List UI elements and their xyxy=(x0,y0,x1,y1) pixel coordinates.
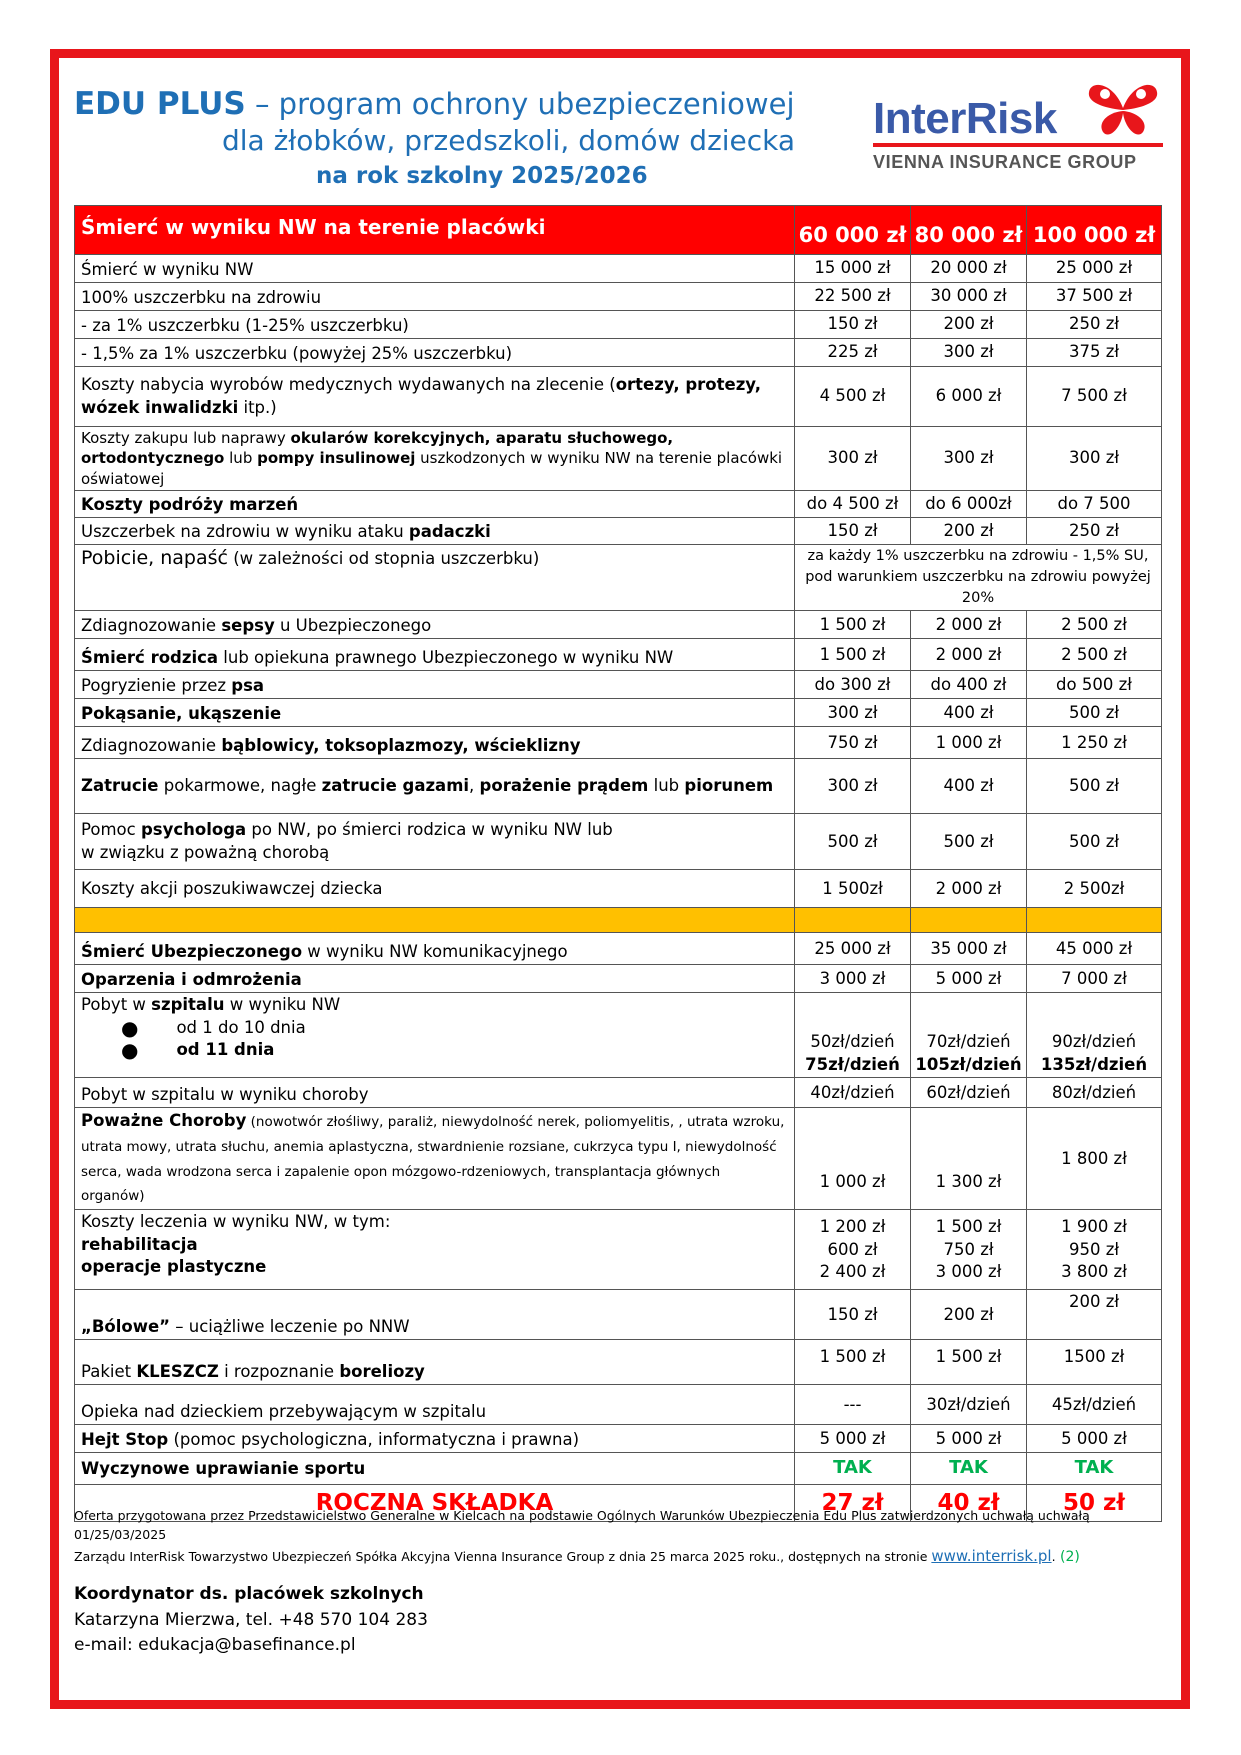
table-row xyxy=(75,727,1162,759)
row-value: 1 500 zł xyxy=(795,1340,911,1385)
row-label: Oparzenia i odmrożenia xyxy=(75,965,795,993)
row-value: 1 800 zł xyxy=(1027,1108,1162,1210)
row-value: 1 500zł xyxy=(795,870,911,908)
row-value: 1 900 zł 950 zł 3 800 zł xyxy=(1027,1210,1162,1290)
row-label: Koszty leczenia w wyniku NW, w tym: rehabilitacja operacje plastyczne xyxy=(75,1210,795,1290)
row-value: 30zł/dzień xyxy=(911,1385,1027,1425)
footnote xyxy=(74,1506,1174,1568)
row-value: 7 500 zł xyxy=(1027,367,1162,427)
row-value: 20 000 zł xyxy=(911,255,1027,283)
row-value: 1 000 zł xyxy=(911,727,1027,759)
page-title xyxy=(74,86,795,122)
row-value: 300 zł xyxy=(911,339,1027,367)
row-label: Pomoc psychologa po NW, po śmierci rodzica w wyniku NW lub w związku z poważną chorobą xyxy=(75,814,795,870)
row-value: 250 zł xyxy=(1027,518,1162,545)
row-value: 3 000 zł xyxy=(795,965,911,993)
row-value: 40zł/dzień xyxy=(795,1078,911,1108)
footnote-line-1: Oferta przygotowana przez Przedstawicielstwo Generalne w Kielcach na podstawie Ogólnych Warunków Ubezpieczenia Edu Plus zatwierdzonych uchwałą uchwałą 01/25/03/2025 xyxy=(74,1508,1090,1543)
row-label: - 1,5% za 1% uszczerbku (powyżej 25% uszczerbku) xyxy=(75,339,795,367)
table-row xyxy=(75,545,1162,611)
table-row xyxy=(75,639,1162,671)
row-value: 200 zł xyxy=(1027,1290,1162,1340)
row-value: 4 500 zł xyxy=(795,367,911,427)
coordinator-email: e-mail: edukacja@basefinance.pl xyxy=(74,1635,356,1655)
row-value: 1 500 zł 750 zł 3 000 zł xyxy=(911,1210,1027,1290)
footnote-line-2: Zarządu InterRisk Towarzystwo Ubezpieczeń Spółka Akcyjna Vienna Insurance Group z dnia 25 marca 2025 roku., dostępnych na stronie www.interrisk.pl. (2) xyxy=(74,1546,1080,1565)
row-value: 80zł/dzień xyxy=(1027,1078,1162,1108)
row-value: 7 000 zł xyxy=(1027,965,1162,993)
interrisk-logo xyxy=(873,78,1165,178)
row-value: 300 zł xyxy=(795,759,911,814)
row-value: 15 000 zł xyxy=(795,255,911,283)
table-row xyxy=(75,933,1162,965)
row-value: 70zł/dzień 105zł/dzień xyxy=(911,993,1027,1078)
interrisk-link[interactable]: www.interrisk.pl xyxy=(931,1546,1052,1565)
row-value: 50zł/dzień 75zł/dzień xyxy=(795,993,911,1078)
row-value: do 6 000zł xyxy=(911,491,1027,518)
coordinator-info xyxy=(74,1582,428,1659)
table-row xyxy=(75,1385,1162,1425)
row-value: 1 250 zł xyxy=(1027,727,1162,759)
premium-label: ROCZNA SKŁADKA xyxy=(75,1485,795,1522)
coverage-table xyxy=(74,205,1162,1522)
table-row xyxy=(75,611,1162,639)
row-value: 37 500 zł xyxy=(1027,283,1162,311)
row-label: Śmierć Ubezpieczonego w wyniku NW komunikacyjnego xyxy=(75,933,795,965)
table-row xyxy=(75,311,1162,339)
row-label: Wyczynowe uprawianie sportu xyxy=(75,1453,795,1485)
row-value: 2 000 zł xyxy=(911,870,1027,908)
logo-subtitle: VIENNA INSURANCE GROUP xyxy=(873,152,1137,172)
title-line-1: – program ochrony ubezpieczeniowej xyxy=(245,87,795,121)
row-value: 150 zł xyxy=(795,518,911,545)
row-value: 500 zł xyxy=(1027,699,1162,727)
table-row xyxy=(75,518,1162,545)
row-label: „Bólowe” – uciążliwe leczenie po NNW xyxy=(75,1290,795,1340)
table-row xyxy=(75,1210,1162,1290)
row-label: Poważne Choroby (nowotwór złośliwy, paraliż, niewydolność nerek, poliomyelitis, , utrata wzroku, utrata mowy, utrata słuchu, anemia aplastyczna, stwardnienie rozsiane, cukrzyca typu I, niewydolność serca, wada wrodzona serca i zapalenie opon mózgowo-rdzeniowych, transplantacja głównych organów) xyxy=(75,1108,795,1210)
header-col-100000: 100 000 zł xyxy=(1027,206,1162,255)
header-col-80000: 80 000 zł xyxy=(911,206,1027,255)
table-row xyxy=(75,367,1162,427)
table-row xyxy=(75,993,1162,1078)
row-label: Zdiagnozowanie bąblowicy, toksoplazmozy, wścieklizny xyxy=(75,727,795,759)
table-row xyxy=(75,965,1162,993)
row-label: Pokąsanie, ukąszenie xyxy=(75,699,795,727)
row-value: do 4 500 zł xyxy=(795,491,911,518)
row-value: 750 zł xyxy=(795,727,911,759)
list-item: ● od 1 do 10 dnia xyxy=(121,1015,306,1040)
row-value: 300 zł xyxy=(1027,427,1162,491)
row-value: 2 000 zł xyxy=(911,611,1027,639)
row-label: Koszty nabycia wyrobów medycznych wydawanych na zlecenie (ortezy, protezy, wózek inwalidzki itp.) xyxy=(75,367,795,427)
row-label: Pobicie, napaść (w zależności od stopnia uszczerbku) xyxy=(75,545,795,611)
table-row xyxy=(75,339,1162,367)
table-row xyxy=(75,1290,1162,1340)
row-value: 2 500zł xyxy=(1027,870,1162,908)
premium-value: 50 zł xyxy=(1027,1485,1162,1522)
row-value: 45zł/dzień xyxy=(1027,1385,1162,1425)
school-year: na rok szkolny 2025/2026 xyxy=(316,163,648,189)
row-value: 1 000 zł xyxy=(795,1108,911,1210)
row-label: Opieka nad dzieckiem przebywającym w szpitalu xyxy=(75,1385,795,1425)
row-value: 200 zł xyxy=(911,1290,1027,1340)
row-value: 60zł/dzień xyxy=(911,1078,1027,1108)
table-row xyxy=(75,1453,1162,1485)
row-value: 6 000 zł xyxy=(911,367,1027,427)
row-label: Zatrucie pokarmowe, nagłe zatrucie gazami, porażenie prądem lub piorunem xyxy=(75,759,795,814)
header-col-60000: 60 000 zł xyxy=(795,206,911,255)
premium-value: 27 zł xyxy=(795,1485,911,1522)
row-value: 2 000 zł xyxy=(911,639,1027,671)
row-label: Hejt Stop (pomoc psychologiczna, informatyczna i prawna) xyxy=(75,1425,795,1453)
row-value: 200 zł xyxy=(911,518,1027,545)
table-row xyxy=(75,671,1162,699)
row-value: --- xyxy=(795,1385,911,1425)
row-value: 90zł/dzień 135zł/dzień xyxy=(1027,993,1162,1078)
butterfly-icon xyxy=(1083,78,1163,140)
row-value: 22 500 zł xyxy=(795,283,911,311)
row-value: 5 000 zł xyxy=(1027,1425,1162,1453)
row-label: - za 1% uszczerbku (1-25% uszczerbku) xyxy=(75,311,795,339)
row-label: Pakiet KLESZCZ i rozpoznanie boreliozy xyxy=(75,1340,795,1385)
row-value: 25 000 zł xyxy=(795,933,911,965)
table-row xyxy=(75,814,1162,870)
table-row xyxy=(75,283,1162,311)
row-value: 150 zł xyxy=(795,311,911,339)
row-label: Uszczerbek na zdrowiu w wyniku ataku padaczki xyxy=(75,518,795,545)
row-value: TAK xyxy=(911,1453,1027,1485)
row-value: do 7 500 xyxy=(1027,491,1162,518)
row-value: do 300 zł xyxy=(795,671,911,699)
row-label: Zdiagnozowanie sepsy u Ubezpieczonego xyxy=(75,611,795,639)
table-row xyxy=(75,1108,1162,1210)
row-value: 2 500 zł xyxy=(1027,611,1162,639)
header-label: Śmierć w wyniku NW na terenie placówki xyxy=(75,206,795,255)
row-value: 400 zł xyxy=(911,699,1027,727)
row-value: 5 000 zł xyxy=(911,965,1027,993)
table-row xyxy=(75,870,1162,908)
row-value: 1500 zł xyxy=(1027,1340,1162,1385)
row-value: 5 000 zł xyxy=(911,1425,1027,1453)
row-value: TAK xyxy=(1027,1453,1162,1485)
premium-value: 40 zł xyxy=(911,1485,1027,1522)
row-value: 500 zł xyxy=(1027,759,1162,814)
row-value: 150 zł xyxy=(795,1290,911,1340)
table-row xyxy=(75,1340,1162,1385)
row-value: 30 000 zł xyxy=(911,283,1027,311)
row-label: Pobyt w szpitalu w wyniku NW ● od 1 do 10 dnia ● od 11 dnia xyxy=(75,993,795,1078)
row-value: 200 zł xyxy=(911,311,1027,339)
brand-name: EDU PLUS xyxy=(74,86,246,122)
row-value: 500 zł xyxy=(1027,814,1162,870)
coordinator-phone: Katarzyna Mierzwa, tel. +48 570 104 283 xyxy=(74,1609,428,1630)
row-value: 1 300 zł xyxy=(911,1108,1027,1210)
page-header xyxy=(74,86,795,189)
row-label: Pogryzienie przez psa xyxy=(75,671,795,699)
bullet-icon: ● xyxy=(121,1015,139,1040)
row-value: 1 200 zł 600 zł 2 400 zł xyxy=(795,1210,911,1290)
logo-divider xyxy=(873,143,1163,147)
row-value: do 400 zł xyxy=(911,671,1027,699)
row-value: 500 zł xyxy=(911,814,1027,870)
row-label: Koszty podróży marzeń xyxy=(75,491,795,518)
row-value: 500 zł xyxy=(795,814,911,870)
row-label: Pobyt w szpitalu w wyniku choroby xyxy=(75,1078,795,1108)
table-row xyxy=(75,491,1162,518)
row-value: 300 zł xyxy=(795,699,911,727)
row-value: 35 000 zł xyxy=(911,933,1027,965)
row-value: TAK xyxy=(795,1453,911,1485)
row-label: Koszty zakupu lub naprawy okularów korekcyjnych, aparatu słuchowego, ortodontycznego lub pompy insulinowej uszkodzonych w wyniku NW na terenie placówki oświatowej xyxy=(75,427,795,491)
row-value: 1 500 zł xyxy=(795,639,911,671)
bullet-icon: ● xyxy=(121,1038,139,1063)
row-value: 400 zł xyxy=(911,759,1027,814)
table-row xyxy=(75,759,1162,814)
row-value: 25 000 zł xyxy=(1027,255,1162,283)
table-row xyxy=(75,699,1162,727)
coordinator-title: Koordynator ds. placówek szkolnych xyxy=(74,1584,424,1604)
table-row xyxy=(75,427,1162,491)
row-value: 5 000 zł xyxy=(795,1425,911,1453)
row-value: 300 zł xyxy=(911,427,1027,491)
list-item: ● od 11 dnia xyxy=(121,1038,275,1063)
merged-value: za każdy 1% uszczerbku na zdrowiu - 1,5% SU, pod warunkiem uszczerbku na zdrowiu powyżej 20% xyxy=(795,545,1162,611)
row-value: 1 500 zł xyxy=(795,611,911,639)
table-row xyxy=(75,255,1162,283)
row-label: 100% uszczerbku na zdrowiu xyxy=(75,283,795,311)
row-value: do 500 zł xyxy=(1027,671,1162,699)
title-line-2: dla żłobków, przedszkoli, domów dziecka xyxy=(222,124,796,157)
row-value: 375 zł xyxy=(1027,339,1162,367)
table-row xyxy=(75,1078,1162,1108)
table-row xyxy=(75,1425,1162,1453)
section-divider-row xyxy=(75,908,1162,933)
row-value: 2 500 zł xyxy=(1027,639,1162,671)
row-label: Śmierć w wyniku NW xyxy=(75,255,795,283)
table-header-row xyxy=(75,206,1162,255)
row-value: 300 zł xyxy=(795,427,911,491)
row-value: 45 000 zł xyxy=(1027,933,1162,965)
row-value: 250 zł xyxy=(1027,311,1162,339)
logo-name: InterRisk xyxy=(873,94,1057,143)
row-value: 1 500 zł xyxy=(911,1340,1027,1385)
row-label: Śmierć rodzica lub opiekuna prawnego Ubezpieczonego w wyniku NW xyxy=(75,639,795,671)
row-label: Koszty akcji poszukiwawczej dziecka xyxy=(75,870,795,908)
row-value: 225 zł xyxy=(795,339,911,367)
